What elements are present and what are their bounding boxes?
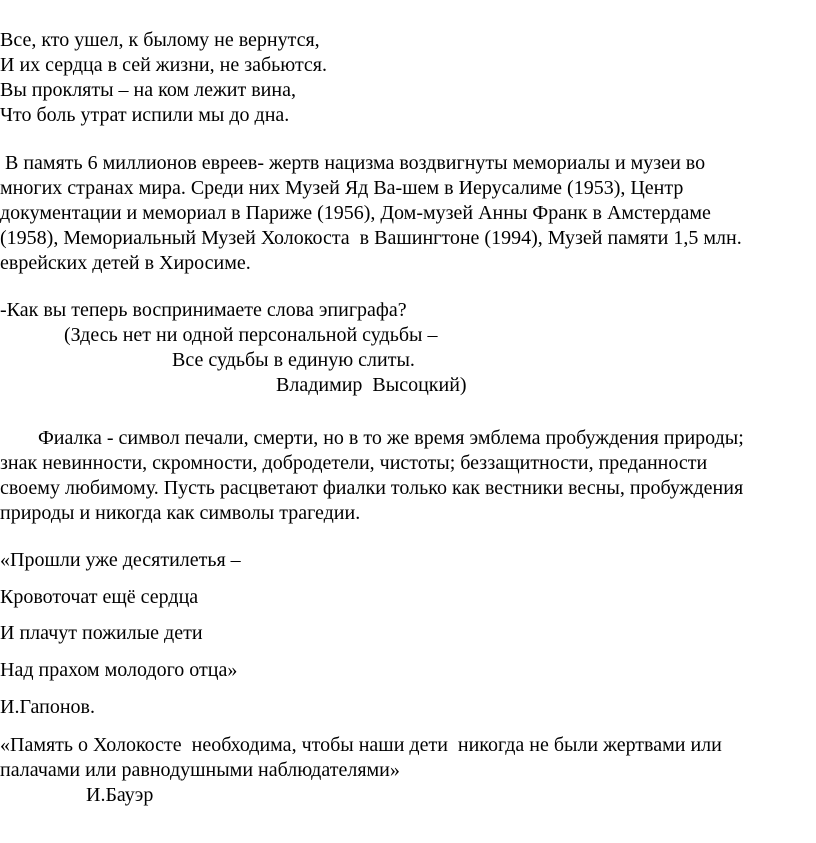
paragraph-line: природы и никогда как символы трагедии. — [0, 502, 361, 524]
paragraph-line: многих странах мира. Среди них Музей Яд Ва-шем в Иерусалиме (1953), Центр — [0, 177, 684, 199]
paragraph-line: знак невинности, скромности, добродетели, чистоты; беззащитности, преданности — [0, 452, 708, 474]
poem-author: И.Гапонов. — [0, 696, 95, 718]
epigraph-line: Все судьбы в единую слиты. — [172, 349, 415, 371]
paragraph-line: В память 6 миллионов евреев- жертв нацизма воздвигнуты мемориалы и музеи во — [0, 152, 706, 174]
poem-line: Все, кто ушел, к былому не вернутся, — [0, 29, 320, 51]
quote-line: «Память о Холокосте необходима, чтобы наши дети никогда не были жертвами или — [0, 734, 722, 756]
poem-line: Над прахом молодого отца» — [0, 659, 238, 681]
paragraph-line: (1958), Мемориальный Музей Холокоста в Вашингтоне (1994), Музей памяти 1,5 млн. — [0, 227, 742, 249]
poem-line: Кровоточат ещё сердца — [0, 586, 199, 608]
poem-line: «Прошли уже десятилетья – — [0, 549, 241, 571]
quote-line: палачами или равнодушными наблюдателями» — [0, 759, 400, 781]
paragraph-line: своему любимому. Пусть расцветают фиалки только как вестники весны, пробуждения — [0, 477, 744, 499]
poem-line: И их сердца в сей жизни, не забьются. — [0, 54, 328, 76]
quote-author: И.Бауэр — [86, 784, 154, 806]
poem-line: Что боль утрат испили мы до дна. — [0, 104, 290, 126]
epigraph-line: (Здесь нет ни одной персональной судьбы – — [64, 324, 438, 346]
poem-line: Вы прокляты – на ком лежит вина, — [0, 79, 296, 101]
poem-line: И плачут пожилые дети — [0, 622, 203, 644]
epigraph-author: Владимир Высоцкий) — [276, 374, 467, 396]
paragraph-line: документации и мемориал в Париже (1956), Дом-музей Анны Франк в Амстердаме — [0, 202, 711, 224]
question-text: -Как вы теперь воспринимаете слова эпиграфа? — [0, 299, 407, 321]
paragraph-line: еврейских детей в Хиросиме. — [0, 252, 251, 274]
paragraph-line: Фиалка - символ печали, смерти, но в то же время эмблема пробуждения природы; — [38, 427, 744, 449]
